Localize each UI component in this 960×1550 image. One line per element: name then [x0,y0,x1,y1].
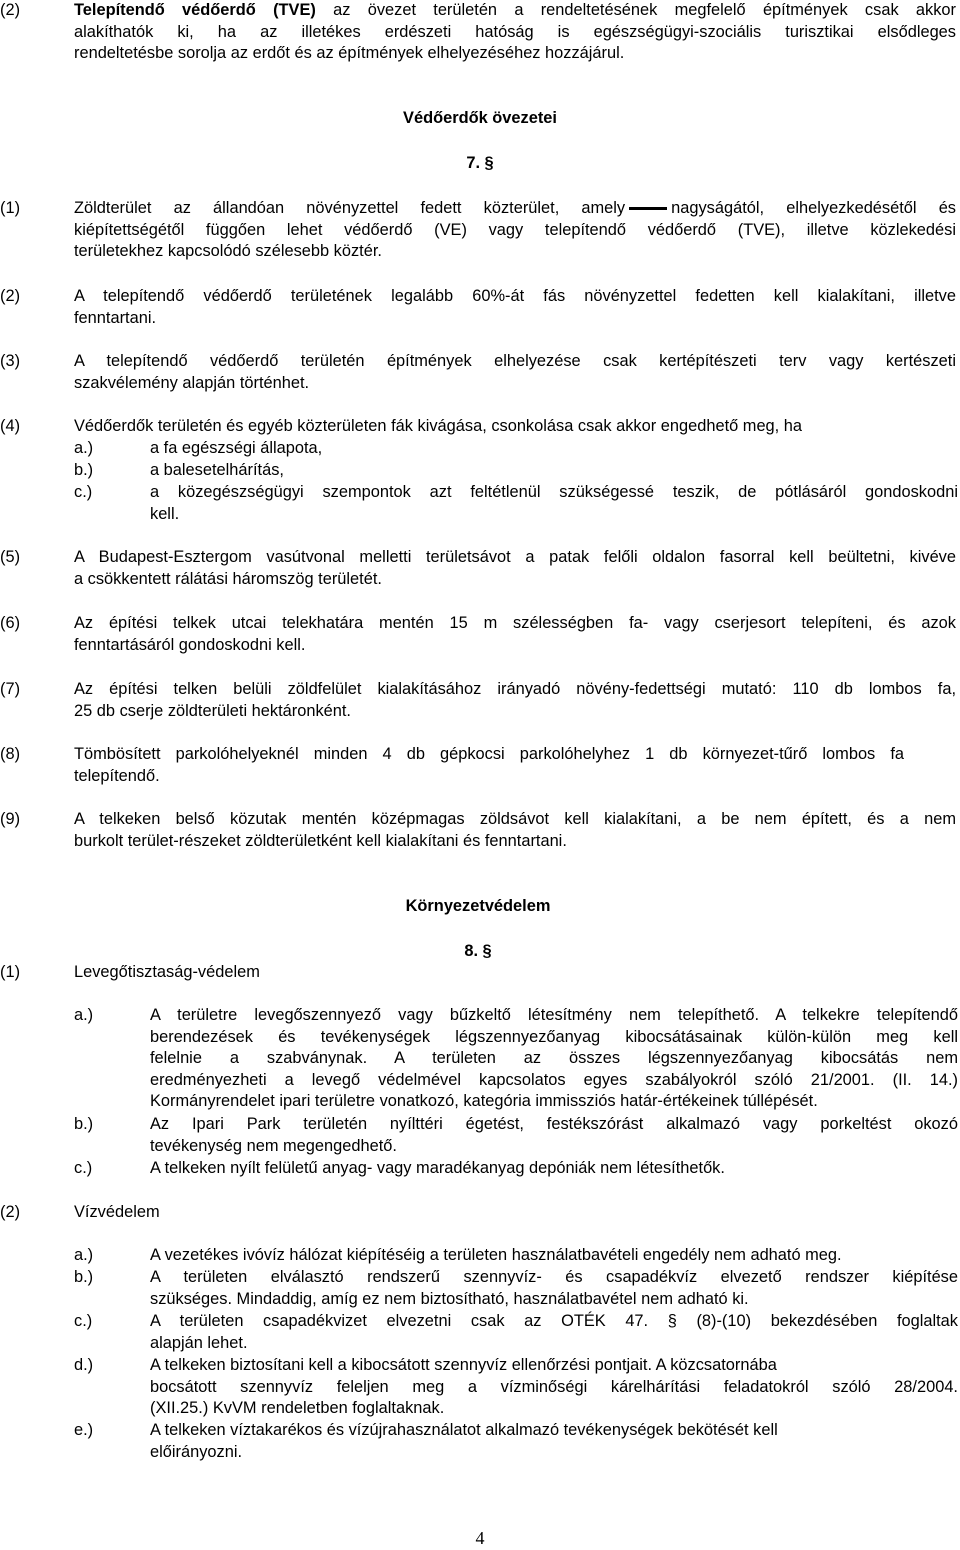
list-text: A telkeken nyílt felületű anyag- vagy maradékanyag depóniák nem létesíthetők. [150,1159,725,1177]
list-label: c.) [74,1312,93,1330]
text-segment: nagyságától, elhelyezkedésétől és [671,199,957,217]
list-label: b.) [74,1115,94,1133]
text-line: A telepítendő védőerdő területének legalább 60%-át fás növényzettel fedetten kell kialakítani, illetve [74,287,956,305]
text-line: Tömbösített parkolóhelyeknél minden 4 db gépkocsi parkolóhelyhez 1 db környezet-tűrő lombos fa [74,745,904,763]
list-text: a balesetelhárítás, [150,461,284,479]
list-label: c.) [74,1159,93,1177]
text-line: a csökkentett rálátási háromszög területét. [74,569,382,588]
text-line: telepítendő. [74,766,160,785]
list-text: a fa egészségi állapota, [150,439,323,457]
text-line: eredményezheti a levegő védelmével kapcsolatos egyes szabályokról szóló 21/2001. (II. 14.) [150,1070,958,1089]
text-line: A telkeken víztakarékos és vízújrahasználatot alkalmazó tevékenységek bekötését kell [150,1421,778,1439]
subsection-number: (2) [0,1203,21,1221]
text-line: A telkeken biztosítani kell a kibocsátott szennyvíz ellenőrzési pontjait. A közcsatornába [150,1356,777,1374]
paragraph-number: (7) [0,680,21,698]
text-line: előirányozni. [150,1442,243,1461]
list-text [150,482,958,525]
text-line: burkolt terület-részeket zöldterületként kell kialakítani és fenntartani. [74,831,567,850]
text-line: (XII.25.) KvVM rendeletben foglaltaknak. [150,1399,445,1418]
list-text [150,1355,958,1420]
text-line: A területre levegőszennyező vagy bűzkeltő létesítmény nem telepíthető. A telkekre telepítendő [150,1006,958,1024]
paragraph-text [74,679,956,722]
text-line: Az építési telkek utcai telekhatára mentén 15 m szélességben fa- vagy cserjesort telepíteni, és azok [74,614,956,632]
paragraph-number: (1) [0,199,21,217]
text-line: A Budapest-Esztergom vasútvonal melletti területsávot a patak felőli oldalon fasorral kell beültetni, kivéve [74,548,956,566]
paragraph-text [74,351,956,394]
dash-glyph [629,207,667,210]
text-line: fenntartani. [74,308,157,327]
paragraph-number: (6) [0,614,21,632]
text-line: bocsátott szennyvíz feleljen meg a vízminőségi kárelhárítási feladatokról szóló 28/2004. [150,1377,958,1396]
paragraph-number: (4) [0,417,21,435]
list-label: a.) [74,1006,94,1024]
text-line: felelnie a szabványnak. A területen az összes légszennyezőanyag kibocsátás nem [150,1049,958,1068]
paragraph-number: (9) [0,810,21,828]
section-heading: Környezetvédelem [405,897,551,915]
list-text [150,1311,958,1354]
text-line: területekhez kapcsolódó szélesebb köztér. [74,242,382,261]
text-line: alapján lehet. [150,1333,248,1352]
list-text [150,1114,958,1157]
paragraph-text [74,198,956,263]
list-label: b.) [74,1268,94,1286]
text-line: kell. [150,504,180,523]
section-number: 8. § [464,942,492,960]
text-line: alakíthatók ki, ha az illetékes erdészeti hatóság is egészségügyi-szociális turisztikai elsődleges [74,22,956,41]
list-text [150,1005,958,1113]
paragraph-number: (5) [0,548,21,566]
text-line: fenntartásáról gondoskodni kell. [74,635,306,654]
paragraph-text [74,286,956,329]
list-text [150,1267,958,1310]
text-line: Telepítendő védőerdő (TVE) az övezet területén a rendeltetésének megfelelő építmények csak akkor [74,1,956,19]
text-line: szakvélemény alapján történhet. [74,373,310,392]
list-label: a.) [74,1246,94,1264]
text-segment: Zöldterület az állandóan növényzettel fedett közterület, amely [74,199,626,217]
section-number: 7. § [466,154,494,172]
text-line: 25 db cserje zöldterületi hektáronként. [74,701,351,720]
subsection-number: (1) [0,963,21,981]
paragraph-text [74,0,956,65]
text-line: Kormányrendelet ipari területre vonatkozó, kategória immissziós határ-értékeinek túllépését. [150,1092,818,1111]
subsection-title: Vízvédelem [74,1203,160,1221]
paragraph-number: (8) [0,745,21,763]
text-line: A területen elválasztó rendszerű szennyvíz- és csapadékvíz elvezető rendszer kiépítése [150,1268,958,1286]
paragraph-number: (2) [0,287,21,305]
text-line [74,198,956,220]
page-number: 4 [475,1528,485,1548]
text-line: A telepítendő védőerdő területén építmények elhelyezése csak kertépítészeti terv vagy kertészeti [74,352,956,370]
list-label: c.) [74,483,93,501]
text-line: kiépítettségétől függően lehet védőerdő (VE) vagy telepítendő védőerdő (TVE), illetve közlekedési [74,220,956,239]
text-line: szükséges. Mindaddig, amíg ez nem biztosítható, használatbavétel nem adható ki. [150,1289,749,1308]
text-line: a közegészségügyi szempontok azt feltétlenül szükségessé teszik, de pótlásáról gondoskodni [150,483,958,501]
list-label: b.) [74,461,94,479]
text-line: Az Ipari Park területén nyílttéri égetést, festékszórást alkalmazó vagy porkeltést okozó [150,1115,958,1133]
paragraph-text [74,744,904,787]
text-line: Az építési telken belüli zöldfelület kialakításához irányadó növény-fedettségi mutató: 110 db lombos fa, [74,680,956,698]
paragraph-text [74,547,956,590]
paragraph-number: (3) [0,352,21,370]
paragraph-text: Védőerdők területén és egyéb közterületen fák kivágása, csonkolása csak akkor engedhető meg, ha [74,417,803,435]
text-line: tevékenység nem megengedhető. [150,1136,397,1155]
text-line: A területen csapadékvizet elvezetni csak az OTÉK 47. § (8)-(10) bekezdésében foglaltak [150,1312,958,1330]
text-line: rendeltetésbe sorolja az erdőt és az építmények elhelyezéséhez hozzájárul. [74,44,625,63]
text-line: A telkeken belső közutak mentén középmagas zöldsávot kell kialakítani, a be nem épített, és a nem [74,810,956,828]
paragraph-number: (2) [0,1,21,19]
subsection-title: Levegőtisztaság-védelem [74,963,260,981]
text-line: berendezések és tevékenységek légszennyezőanyag kibocsátásainak külön-külön meg kell [150,1027,958,1046]
list-label: e.) [74,1421,94,1439]
list-text: A vezetékes ivóvíz hálózat kiépítéséig a területen használatbavételi engedély nem adható meg. [150,1246,842,1264]
list-text [150,1420,958,1463]
list-label: d.) [74,1356,94,1374]
paragraph-text [74,809,956,852]
list-label: a.) [74,439,94,457]
section-heading: Védőerdők övezetei [403,109,557,127]
paragraph-text [74,613,956,656]
